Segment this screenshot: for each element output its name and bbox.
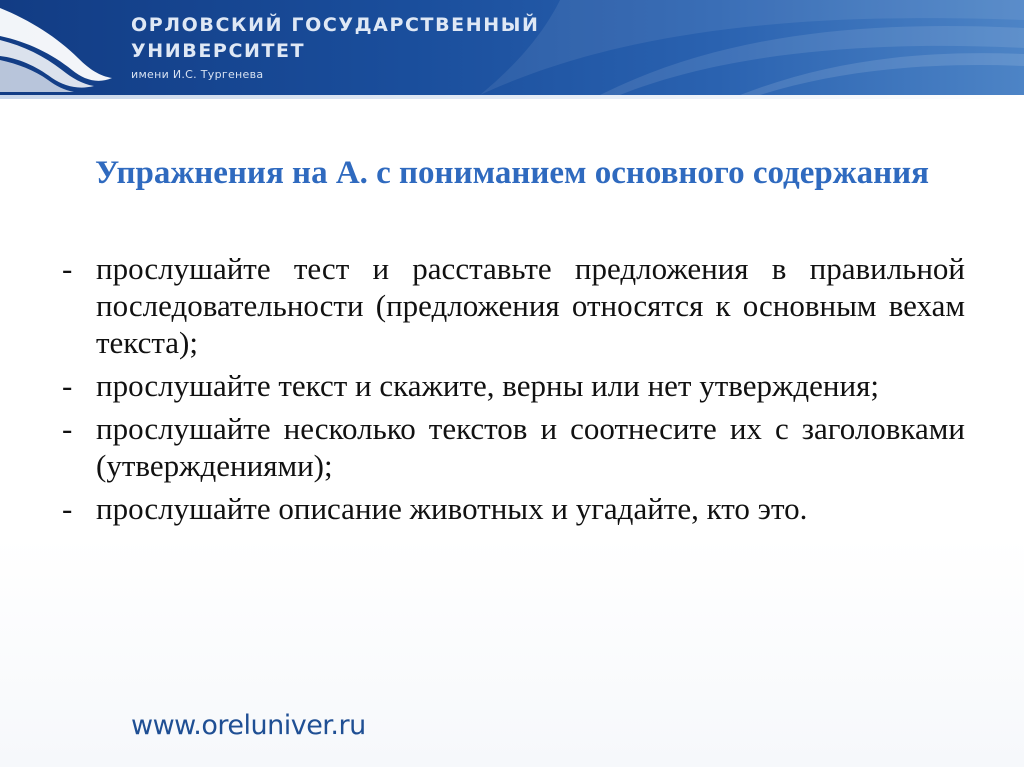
list-item-text: прослушайте несколько текстов и соотнесите их с заголовками (утверждениями);: [96, 411, 965, 483]
university-subtitle: имени И.С. Тургенева: [131, 68, 264, 81]
exercise-list: [62, 250, 965, 533]
list-item-text: прослушайте текст и скажите, верны или нет утверждения;: [96, 368, 879, 403]
slide-title: Упражнения на А. с пониманием основного содержания: [94, 155, 930, 191]
header-banner: [0, 0, 1024, 95]
list-dash: -: [62, 411, 73, 446]
bird-wing-logo-icon: [0, 0, 120, 95]
university-name-line1: ОРЛОВСКИЙ ГОСУДАРСТВЕННЫЙ: [131, 14, 540, 36]
list-item: [62, 367, 965, 404]
website-url: www.oreluniver.ru: [131, 710, 366, 741]
list-item-text: прослушайте тест и расставьте предложения в правильной последовательности (предложения относятся к основным вехам текста);: [96, 251, 965, 360]
list-item: [62, 490, 965, 527]
list-item: [62, 410, 965, 484]
list-item: [62, 250, 965, 361]
list-dash: -: [62, 251, 73, 286]
list-dash: -: [62, 491, 73, 526]
header-divider: [0, 95, 1024, 99]
list-dash: -: [62, 368, 73, 403]
university-name-line2: УНИВЕРСИТЕТ: [131, 40, 306, 62]
list-item-text: прослушайте описание животных и угадайте, кто это.: [96, 491, 808, 526]
university-name: [131, 12, 540, 64]
